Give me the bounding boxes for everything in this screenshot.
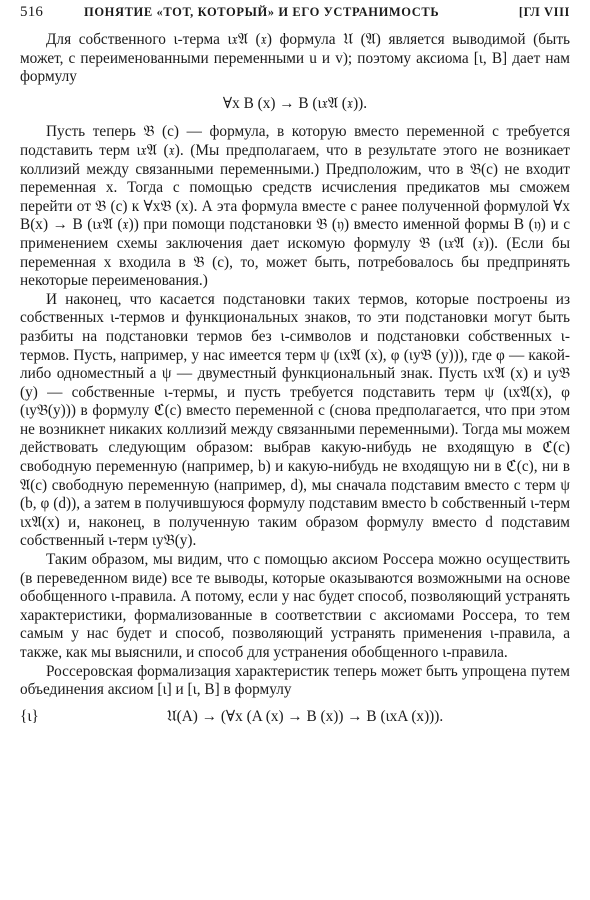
formula-2-body: 𝔘(A) → (∀x (A (x) → B (x)) → B (ιxA (x))).: [166, 707, 444, 725]
running-title: ПОНЯТИЕ «ТОТ, КОТОРЫЙ» И ЕГО УСТРАНИМОСТЬ: [84, 5, 440, 19]
paragraph-2: Пусть теперь 𝔅 (c) — формула, в которую вместо переменной c требуется подставить терм ι𝔵𝔄 (𝔵). (Мы предполагаем, что в результате этого не возникает коллизий между связанными переменными.) Предположим, что в 𝔅(c) не входит переменная x. Тогда с помощью средств исчисления предикатов мы сможем перейти от 𝔅 (c) к ∀x𝔅 (x). А эта формула вместе с ранее полученной формулой ∀x B(x) → B (ι𝔵𝔄 (𝔵)) при помощи подстановки 𝔅 (𝔶) вместо именной формы B (𝔶) и с применением схемы заключения дает искомую формулу 𝔅 (ι𝔵𝔄 (𝔵)). (Если бы переменная x входила в 𝔅 (c), то, может быть, потребовалось бы предпринять некоторые переименования.): [20, 123, 570, 290]
formula-2: [20, 708, 570, 727]
paragraph-4: Таким образом, мы видим, что с помощью аксиом Россера можно осуществить (в переведенном виде) все те выводы, которые оказываются возможными на основе обобщенного ι-правила. А потому, если у нас будет способ, позволяющий устранять характеристики, формализованные в соответствии с аксиомами Россера, то тем самым у нас будет и способ, позволяющий устранять применения ι-правила, а также, как мы выяснили, и способ для устранения обобщенного ι-правила.: [20, 551, 570, 661]
chapter-label: [ГЛ VIII: [518, 5, 570, 19]
paragraph-3: И наконец, что касается подстановки таких термов, которые построены из собственных ι-термов и функциональных знаков, то эти подстановки могут быть разбиты на подстановки термов без ι-символов и подстановки собственных ι-термов. Пусть, например, у нас имеется терм ψ (ιx𝔄 (x), φ (ιy𝔅 (y))), где φ — какой-либо одноместный а ψ — двуместный функциональный знак. Пусть ιx𝔄 (x) и ιy𝔅 (y) — собственные ι-термы, и пусть требуется подставить терм ψ (ιx𝔄(x), φ (ιy𝔅(y))) в формулу ℭ(c) вместо переменной c (снова предполагается, что при этом не возникнет никаких коллизий между связанными переменными). Тогда мы можем действовать следующим образом: выбрав какую-нибудь не входящую в ℭ(c) свободную переменную (например, b) и какую-нибудь не входящую ни в ℭ(c), ни в 𝔄(c) свободную переменную (например, d), мы сначала подставим вместо c терм ψ (b, φ (d)), а затем в получившуюся формулу подставим вместо b собственный ι-терм ιx𝔄(x) и, наконец, в полученную таким образом формулу вместо d подставим собственный ι-терм ιy𝔅(y).: [20, 290, 570, 550]
page-number: 516: [20, 4, 44, 20]
formula-2-tag: {ι}: [20, 707, 39, 725]
paragraph-5: Россеровская формализация характеристик теперь может быть упрощена путем объединения аксиом [ι] и [ι, B] в формулу: [20, 662, 570, 699]
formula-1: ∀x B (x) → B (ι𝔵𝔄 (𝔵)).: [222, 94, 368, 112]
page-header: [20, 4, 570, 21]
paragraph-1: Для собственного ι-терма ι𝔵𝔄 (𝔵) формула 𝔘 (𝔄) является выводимой (быть может, с переименованными переменными u и v); поэтому аксиома [ι, B] дает нам формулу: [20, 31, 570, 86]
